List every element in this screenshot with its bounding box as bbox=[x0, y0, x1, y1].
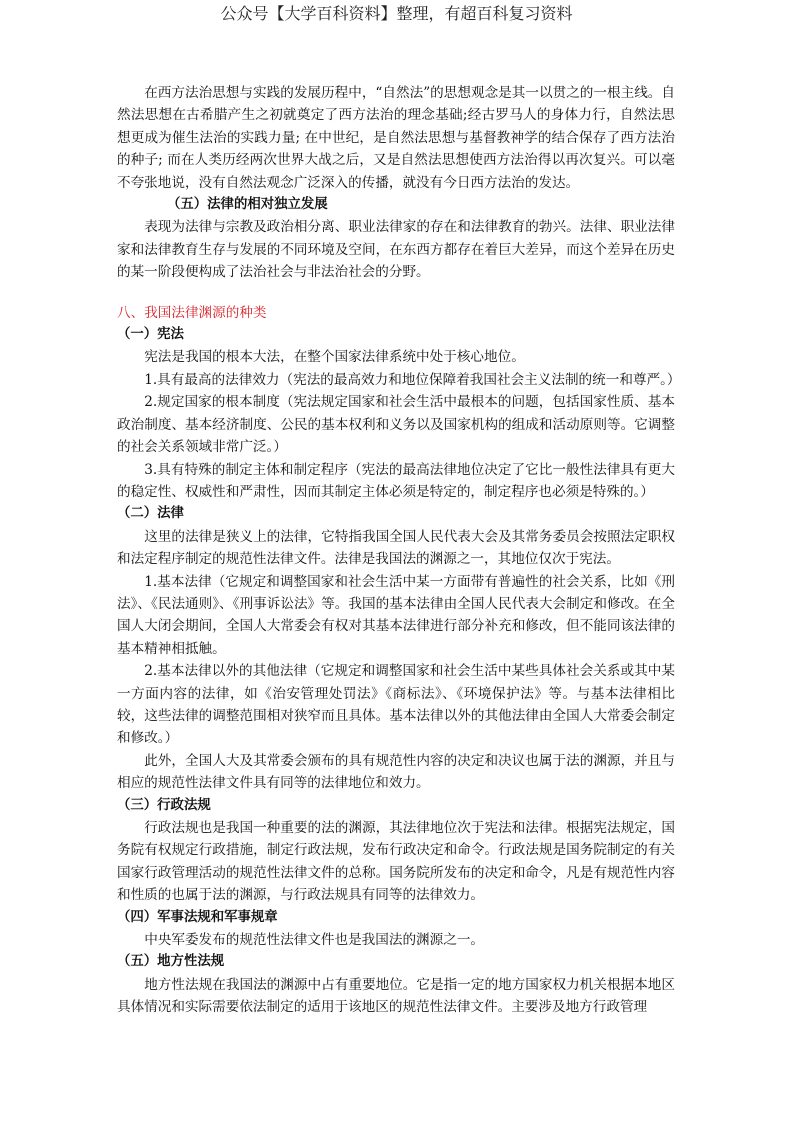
page-header: 公众号【大学百科资料】整理，有超百科复习资料 bbox=[220, 4, 573, 23]
paragraph-military-regulations: 中央军委发布的规范性法律文件也是我国法的渊源之一。 bbox=[144, 932, 485, 949]
heading-constitution: （一）宪法 bbox=[117, 327, 184, 343]
paragraph-law-basic: 1.基本法律（它规定和调整国家和社会生活中某一方面带有普遍性的社会关系，比如《刑法》、《民法通则》、《刑事诉讼法》等。我国的基本法律由全国人民代表大会制定和修改。在全国人大闭会期间，全国人大常委会有权对其基本法律进行部分补充和修改，但不能同该法律的基本精神相抵触。 bbox=[117, 573, 675, 657]
paragraph-law-decisions: 此外，全国人大及其常委会颁布的具有规范性内容的决定和决议也属于法的渊源，并且与相应的规范性法律文件具有同等的法律地位和效力。 bbox=[117, 752, 675, 792]
heading-law: （二）法律 bbox=[117, 506, 184, 522]
paragraph-local-regulations: 地方性法规在我国法的渊源中占有重要地位。它是指一定的地方国家权力机关根据本地区具体情况和实际需要依法制定的适用于该地区的规范性法律文件。主要涉及地方行政管理 bbox=[117, 976, 675, 1016]
paragraph-constitution-point-2: 2.规定国家的根本制度（宪法规定国家和社会生活中最根本的问题，包括国家性质、基本政治制度、基本经济制度、公民的基本权利和义务以及国家机构的组成和活动原则等。它调整的社会关系领域非常广泛。） bbox=[117, 394, 675, 456]
heading-local-regulations: （五）地方性法规 bbox=[117, 954, 225, 970]
paragraph-constitution-point-3: 3.具有特殊的制定主体和制定程序（宪法的最高法律地位决定了它比一般性法律具有更大的稳定性、权威性和严肃性，因而其制定主体必须是特定的，制定程序也必须是特殊的。） bbox=[117, 461, 675, 500]
paragraph-law-intro: 这里的法律是狭义上的法律，它特指我国全国人民代表大会及其常务委员会按照法定职权和法定程序制定的规范性法律文件。法律是我国法的渊源之一，其地位仅次于宪法。 bbox=[117, 528, 675, 568]
paragraph-law-other: 2.基本法律以外的其他法律（它规定和调整国家和社会生活中某些具体社会关系或其中某一方面内容的法律，如《治安管理处罚法》《商标法》、《环境保护法》等。与基本法律相比较，这些法律的调整范围相对狭窄而且具体。基本法律以外的其他法律由全国人大常委会制定和修改。） bbox=[117, 663, 675, 747]
heading-military-regulations: （四）军事法规和军事规章 bbox=[117, 909, 278, 925]
heading-independent-development: （五）法律的相对独立发展 bbox=[167, 197, 328, 213]
paragraph-constitution-intro: 宪法是我国的根本大法，在整个国家法律系统中处于核心地位。 bbox=[144, 349, 525, 366]
paragraph-independent-development: 表现为法律与宗教及政治相分离、职业法律家的存在和法律教育的勃兴。法律、职业法律家和法律教育生存与发展的不同环境及空间，在东西方都存在着巨大差异，而这个差异在历史的某一阶段便构成了法治社会与非法治社会的分野。 bbox=[117, 219, 675, 281]
section-title-sources-of-law: 八、我国法律渊源的种类 bbox=[117, 304, 267, 321]
paragraph-constitution-point-1: 1.具有最高的法律效力（宪法的最高效力和地位保障着我国社会主义法制的统一和尊严。） bbox=[144, 371, 681, 388]
paragraph-administrative-regulations: 行政法规也是我国一种重要的法的渊源，其法律地位次于宪法和法律。根据宪法规定，国务院有权规定行政措施，制定行政法规，发布行政决定和命令。行政法规是国务院制定的有关国家行政管理活动的规范性法律文件的总称。国务院所发布的决定和命令，凡是有规范性内容和性质的也属于法的渊源，与行政法规具有同等的法律效力。 bbox=[117, 820, 675, 904]
document-body bbox=[117, 82, 681, 1019]
paragraph-natural-law: 在西方法治思想与实践的发展历程中，“自然法”的思想观念是其一以贯之的一根主线。自然法思想在古希腊产生之初就奠定了西方法治的理念基础;经古罗马人的身体力行，自然法思想更成为催生法治的实践力量; 在中世纪，是自然法思想与基督教神学的结合保存了西方法治的种子; 而在人类历经两次世界大战之后，又是自然法思想使西方法治得以再次复兴。可以毫不夸张地说，没有自然法观念广泛深入的传播，就没有今日西方法治的发达。 bbox=[117, 85, 675, 191]
heading-administrative-regulations: （三）行政法规 bbox=[117, 797, 211, 813]
